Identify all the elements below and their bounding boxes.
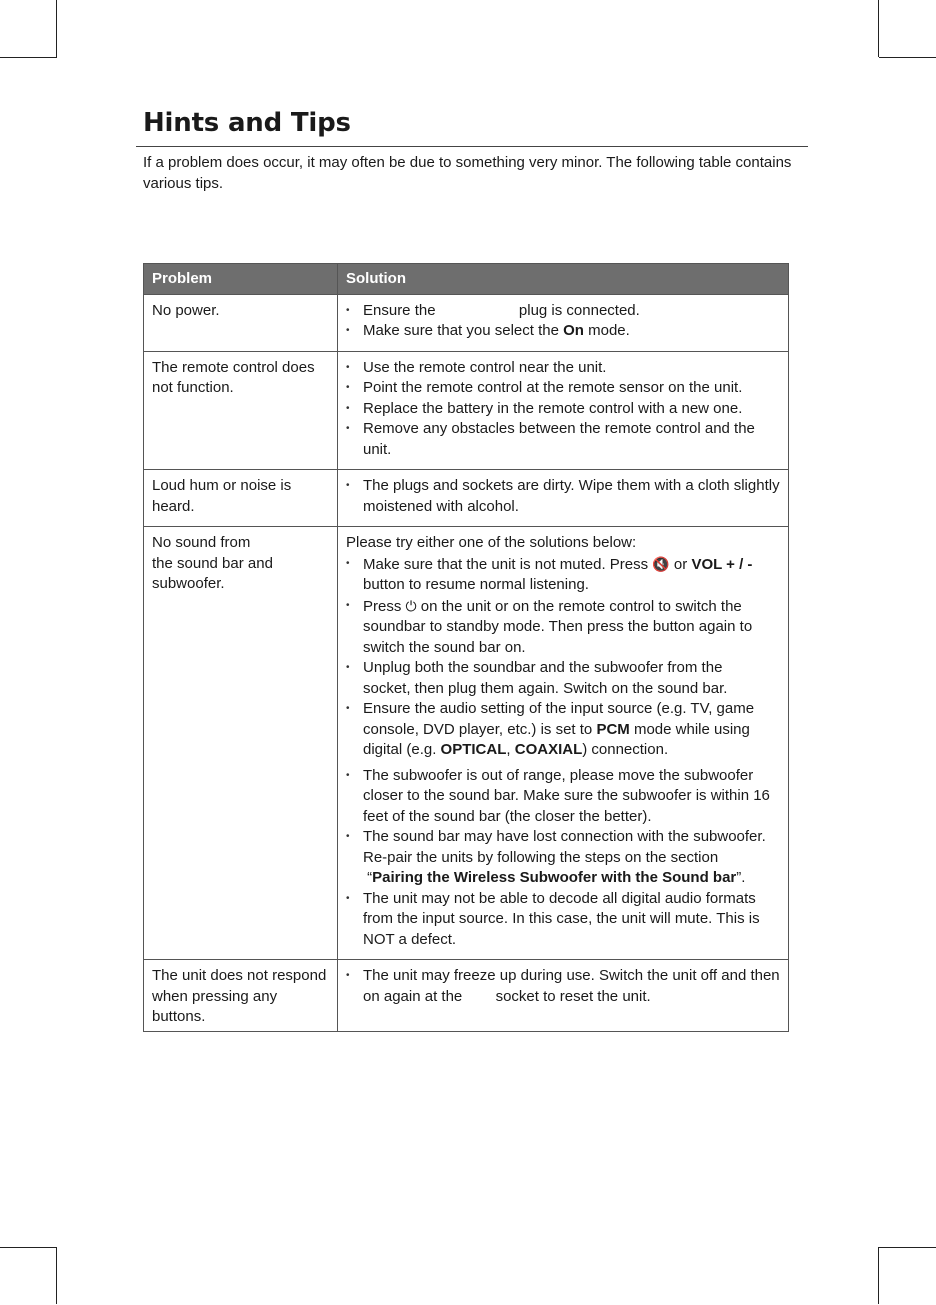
problem-cell: No power.	[144, 294, 338, 351]
solution-cell	[338, 960, 789, 1032]
problem-cell: No sound from the sound bar and subwoofer.	[144, 527, 338, 960]
solution-lead: Please try either one of the solutions below:	[346, 534, 637, 551]
table-row	[144, 960, 789, 1032]
table-row	[144, 470, 789, 527]
intro-paragraph: If a problem does occur, it may often be due to something very minor. The following table contains various tips.	[143, 154, 792, 192]
power-icon: ⏻	[405, 597, 417, 614]
solution-item: • The unit may freeze up during use. Switch the unit off and then on again at the socket to reset the unit.	[346, 966, 780, 1007]
crop-mark	[878, 0, 879, 57]
solution-item: • Use the remote control near the unit.	[346, 358, 780, 379]
solution-item: • The sound bar may have lost connection with the subwoofer. Re-pair the units by following the steps on the section “Pairing the Wireless Subwoofer with the Sound bar”.	[346, 827, 780, 889]
problem-cell: Loud hum or noise is heard.	[144, 470, 338, 527]
tips-table	[143, 263, 789, 1032]
solution-cell	[338, 294, 789, 351]
solution-item: • The unit may not be able to decode all digital audio formats from the input source. In this case, the unit will mute. This is NOT a defect.	[346, 889, 780, 951]
solution-item: • The plugs and sockets are dirty. Wipe them with a cloth slightly moistened with alcohol.	[346, 476, 780, 517]
table-row	[144, 294, 789, 351]
title-divider	[136, 146, 808, 147]
crop-mark	[879, 1247, 936, 1248]
crop-mark	[879, 57, 936, 58]
table-row	[144, 351, 789, 470]
mute-icon: 🔇	[652, 555, 670, 572]
solution-item: • Replace the battery in the remote control with a new one.	[346, 399, 780, 420]
crop-mark	[0, 57, 57, 58]
problem-cell: The remote control does not function.	[144, 351, 338, 470]
crop-mark	[878, 1247, 879, 1304]
solution-item: • Make sure that the unit is not muted. Press 🔇 or VOL + / - button to resume normal listening.	[346, 554, 780, 596]
solution-item: • Make sure that you select the On mode.	[346, 321, 780, 342]
problem-cell: The unit does not respond when pressing any buttons.	[144, 960, 338, 1032]
solution-item: • Remove any obstacles between the remote control and the unit.	[346, 419, 780, 460]
solution-cell	[338, 351, 789, 470]
solution-item: • Point the remote control at the remote sensor on the unit.	[346, 378, 780, 399]
solution-item: • Unplug both the soundbar and the subwoofer from the socket, then plug them again. Switch on the sound bar.	[346, 658, 780, 699]
solution-cell	[338, 527, 789, 960]
solution-item: • The subwoofer is out of range, please move the subwoofer closer to the sound bar. Make sure the subwoofer is within 16 feet of the sound bar (the closer the better).	[346, 766, 780, 828]
page-title: Hints and Tips	[143, 108, 351, 138]
header-problem: Problem	[144, 264, 338, 295]
table-row	[144, 527, 789, 960]
solution-item: • Press ⏻ on the unit or on the remote control to switch the soundbar to standby mode. Then press the button again to switch the sound bar on.	[346, 596, 780, 659]
header-solution: Solution	[338, 264, 789, 295]
solution-item: • Ensure the plug is connected.	[346, 301, 780, 322]
solution-item: • Ensure the audio setting of the input source (e.g. TV, game console, DVD player, etc.) is set to PCM mode while using digital (e.g. OPTICAL, COAXIAL) connection.	[346, 699, 780, 761]
crop-mark	[0, 1247, 57, 1248]
crop-mark	[56, 1247, 57, 1304]
table-header-row	[144, 264, 789, 295]
solution-cell	[338, 470, 789, 527]
crop-mark	[56, 0, 57, 57]
